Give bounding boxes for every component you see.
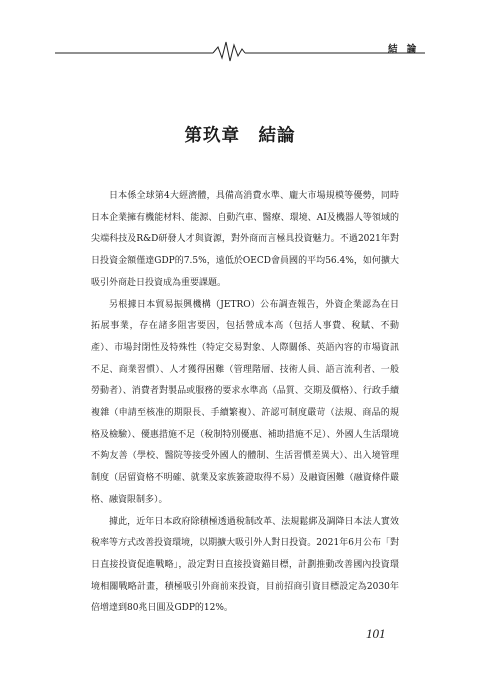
heartbeat-line-icon [55,36,425,66]
paragraph: 日本係全球第4大經濟體，具備高消費水準、龐大市場規模等優勢，同時日本企業擁有機能材料、能源、自動汽車、醫療、環境、AI及機器人等領域的尖端科技及R&D研發人才與資源，對外商而言極具投資魅力。不過2021年對日投資金額僅達GDP的7.5%，遠低於OECD會員國的平均56.4%，如何擴大吸引外商赴日投資成為重要課題。 [91,191,399,288]
header-label: 結 論 [388,44,420,55]
page-number: 101 [366,626,386,641]
paragraph: 另根據日本貿易振興機構（JETRO）公布調查報告，外資企業認為在日拓展事業，存在諸多阻害要因，包括營成本高（包括人事費、稅賦、不動產）、市場封閉性及特殊性（特定交易對象、人際關係、英語內容的市場資訊不足、商業習慣）、人才獲得困難（管理階層、技術人員、語言流利者、一般勞動者）、消費者對製品或服務的要求水準高（品質、交期及價格）、行政手續複雜（申請至核准的期限長、手續繁複）、許認可制度嚴苛（法規、商品的規格及檢驗）、優惠措施不足（稅制特別優惠、補助措施不足）、外國人生活環境不夠友善（學校、醫院等接受外國人的體制、生活習慣差異大）、出入境管理制度（居留資格不明確、就業及家族簽證取得不易）及融資困難（融資條件嚴格、融資限制多）。 [91,299,399,505]
paragraph: 據此，近年日本政府除積極透過稅制改革、法規鬆綁及調降日本法人實效稅率等方式改善投資環境，以期擴大吸引外人對日投資。2021年6月公布「對日直接投資促進戰略」，設定對日直接投資錨目標，計劃推動改善國內投資環境相關戰略計畫，積極吸引外商前來投資，目前招商引資目標設定為2030年倍增達到80兆日圓及GDP的12%。 [91,516,399,614]
running-header [55,36,425,66]
body-text [91,186,399,620]
chapter-title: 第玖章 結論 [184,126,296,146]
